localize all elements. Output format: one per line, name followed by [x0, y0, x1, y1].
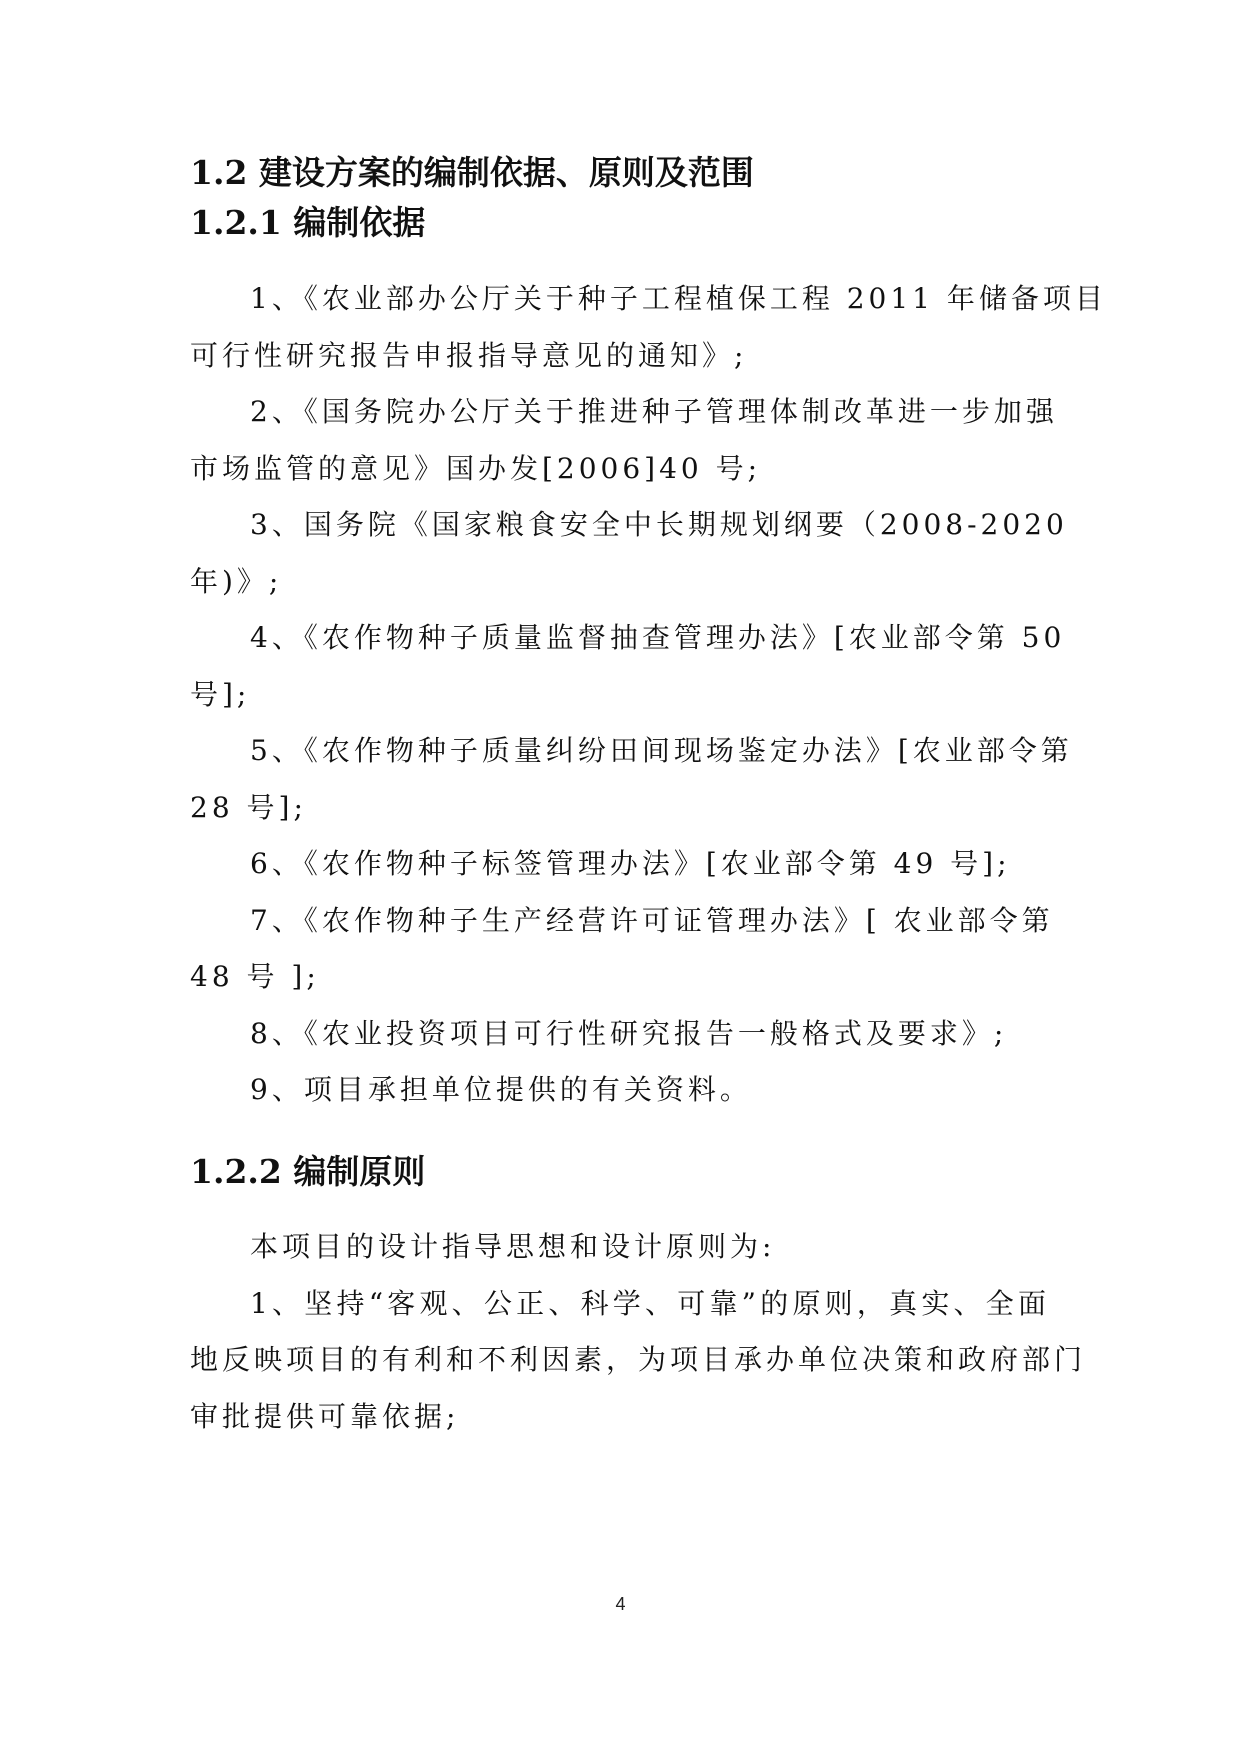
- section-heading-1-2-1: 1.2.1 编制依据: [190, 203, 426, 242]
- basis-item-5-line-2: 28 号];: [190, 791, 307, 824]
- section-heading-1-2: 1.2 建设方案的编制依据、原则及范围: [190, 153, 754, 192]
- basis-item-3-line-2: 年)》;: [190, 565, 283, 598]
- basis-item-9-line-1: 9、项目承担单位提供的有关资料。: [250, 1073, 752, 1106]
- basis-item-2-line-1: 2、《国务院办公厅关于推进种子管理体制改革进一步加强: [250, 395, 1058, 428]
- basis-item-2-line-2: 市场监管的意见》国办发[2006]40 号;: [190, 452, 762, 485]
- basis-item-5-line-1: 5、《农作物种子质量纠纷田间现场鉴定办法》[农业部令第: [250, 734, 1073, 767]
- basis-item-1-line-2: 可行性研究报告申报指导意见的通知》;: [190, 339, 748, 372]
- principles-item-1-line-2: 地反映项目的有利和不利因素，为项目承办单位决策和政府部门: [190, 1343, 1087, 1376]
- basis-item-4-line-2: 号];: [190, 678, 251, 711]
- principles-item-1-line-1: 1、坚持“客观、公正、科学、可靠”的原则，真实、全面: [250, 1287, 1050, 1320]
- basis-item-3-line-1: 3、国务院《国家粮食安全中长期规划纲要（2008-2020: [250, 508, 1068, 541]
- basis-item-6-line-1: 6、《农作物种子标签管理办法》[农业部令第 49 号];: [250, 847, 1011, 880]
- basis-item-8-line-1: 8、《农业投资项目可行性研究报告一般格式及要求》;: [250, 1017, 1008, 1050]
- principles-item-1-line-3: 审批提供可靠依据;: [190, 1400, 460, 1433]
- section-heading-1-2-2: 1.2.2 编制原则: [190, 1152, 426, 1191]
- basis-item-1-line-1: 1、《农业部办公厅关于种子工程植保工程 2011 年储备项目: [250, 282, 1107, 315]
- basis-item-4-line-1: 4、《农作物种子质量监督抽查管理办法》[农业部令第 50: [250, 621, 1066, 654]
- basis-item-7-line-1: 7、《农作物种子生产经营许可证管理办法》[ 农业部令第: [250, 904, 1054, 937]
- page-number: 4: [615, 1594, 626, 1614]
- basis-item-7-line-2: 48 号 ];: [190, 960, 320, 993]
- principles-intro: 本项目的设计指导思想和设计原则为:: [250, 1230, 776, 1263]
